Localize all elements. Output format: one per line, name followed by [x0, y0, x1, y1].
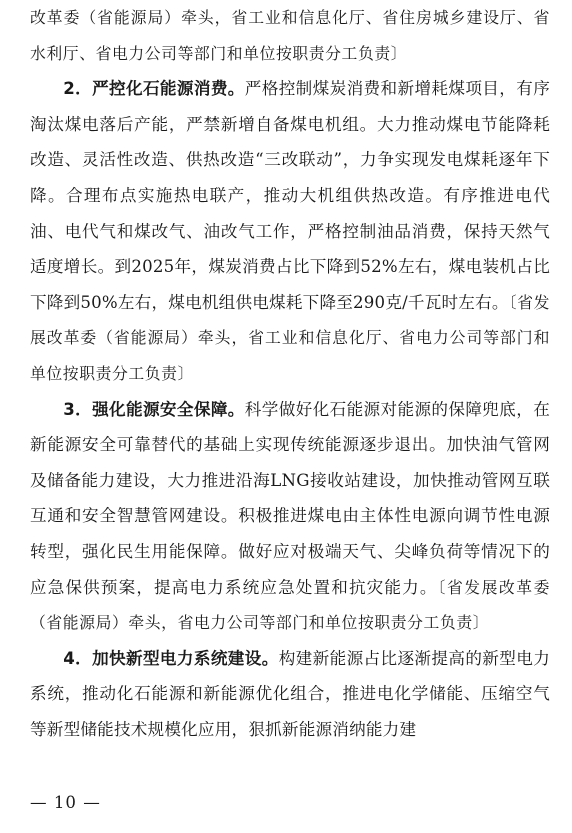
paragraph-text: 严格控制煤炭消费和新增耗煤项目，有序淘汰煤电落后产能，严禁新增自备煤电机组。大力推动煤电节能降耗改造、灵活性改造、供热改造“三改联动”，力争实现发电煤耗逐年下降。合理布点实施热电联产，推动大机组供热改造。有序推进电代油、电代气和煤改气、油改气工作，严格控制油品消费，保持天然气适度增长。到2025年，煤炭消费占比下降到52%左右，煤电装机占比下降到50%左右，煤电机组供电煤耗下降至290克/千瓦时左右。 — [30, 79, 550, 312]
paragraph-text: 科学做好化石能源对能源的保障兜底，在新能源安全可靠替代的基础上实现传统能源逐步退出。加快油气管网及储备能力建设，大力推进沿海LNG接收站建设，加快推动管网互联互通和安全智慧管网建设。积极推进煤电由主体性电源向调节性电源转型，强化民生用能保障。做好应对极端天气、尖峰负荷等情况下的应急保供预案，提高电力系统应急处置和抗灾能力。 — [30, 399, 550, 597]
responsibility-note: 〔省发展改革委（省能源局）牵头，省工业和信息化厅、省电力公司等部门和单位按职责分工负责〕 — [30, 292, 551, 383]
section-heading: 2．严控化石能源消费。 — [63, 79, 245, 99]
document-body — [30, 0, 550, 747]
section-heading: 4．加快新型电力系统建设。 — [63, 648, 279, 668]
paragraph-energy-security — [30, 392, 550, 641]
paragraph-text: 构建新能源占比逐渐提高的新型电力系统，推动化石能源和新能源优化组合，推进电化学储能、压缩空气等新型储能技术规模化应用，狠抓新能源消纳能力建 — [30, 648, 550, 739]
page-number: — 10 — — [30, 793, 101, 812]
paragraph-continuation — [30, 0, 550, 71]
responsibility-note: 改革委（省能源局）牵头，省工业和信息化厅、省住房城乡建设厅、省水利厅、省电力公司等部门和单位按职责分工负责〕 — [30, 8, 550, 63]
section-heading: 3．强化能源安全保障。 — [63, 399, 245, 419]
responsibility-note: 〔省发展改革委（省能源局）牵头，省电力公司等部门和单位按职责分工负责〕 — [30, 577, 550, 633]
paragraph-fossil-energy-control — [30, 71, 550, 391]
paragraph-new-power-system — [30, 641, 550, 748]
